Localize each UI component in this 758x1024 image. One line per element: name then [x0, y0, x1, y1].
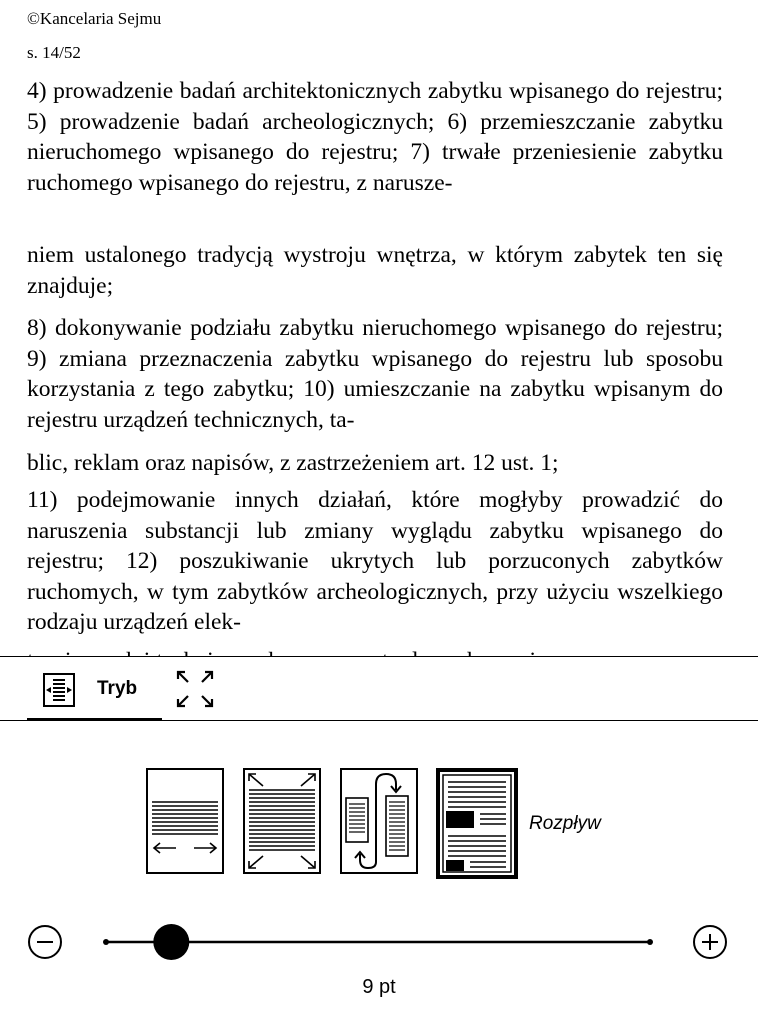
- paragraph: 4) prowadzenie badań architektonicznych zabytku wpisanego do rejestru; 5) prowadzenie badań archeologicznych; 6) przemieszczanie zabytku nieruchomego wpisanego do rejestru; 7) trwałe przeniesienie zabytku ruchomego wpisanego do rejestru, z narusze-: [27, 78, 723, 196]
- increase-font-button[interactable]: [692, 924, 728, 960]
- view-mode-icon: [42, 672, 76, 708]
- fullscreen-icon[interactable]: [174, 668, 216, 710]
- panel-tab-bar: [0, 656, 758, 720]
- font-size-slider[interactable]: [100, 920, 660, 964]
- paragraph: 8) dokonywanie podziału zabytku nieruchomego wpisanego do rejestru; 9) zmiana przeznaczenia zabytku wpisanego do rejestru lub sposobu korzystania z tego zabytku; 10) umieszczanie na zabytku wpisanym do rejestru urządzeń technicznych, ta-: [27, 315, 723, 433]
- tab-mode-label: Tryb: [97, 678, 138, 699]
- font-size-value: 9 pt: [362, 976, 396, 998]
- fit-width-icon[interactable]: [146, 768, 224, 874]
- fit-page-icon[interactable]: [243, 768, 321, 874]
- view-settings-panel: [0, 656, 758, 1024]
- decrease-font-button[interactable]: [27, 924, 63, 960]
- columns-icon[interactable]: [340, 768, 418, 874]
- paragraph: niem ustalonego tradycją wystroju wnętrza, w którym zabytek ten się znajduje;: [27, 242, 723, 299]
- copyright-text: ©Kancelaria Sejmu: [27, 9, 162, 28]
- reflow-icon[interactable]: [436, 768, 518, 879]
- tab-bar-divider: [0, 720, 758, 721]
- paragraph: 11) podejmowanie innych działań, które mogłyby prowadzić do naruszenia substancji lub zmiany wyglądu zabytku wpisanego do rejestru; 12) poszukiwanie ukrytych lub porzuconych zabytków ruchomych, w tym zabytków archeologicznych, przy użyciu wszelkiego rodzaju urządzeń elek-: [27, 487, 723, 635]
- slider-thumb: [153, 924, 189, 960]
- page-indicator: s. 14/52: [27, 43, 81, 62]
- tab-mode[interactable]: [27, 658, 162, 720]
- slider-track-end: [647, 939, 653, 945]
- paragraph: blic, reklam oraz napisów, z zastrzeżeniem art. 12 ust. 1;: [27, 450, 559, 476]
- selected-mode-label: Rozpływ: [529, 813, 601, 834]
- slider-track-end: [103, 939, 109, 945]
